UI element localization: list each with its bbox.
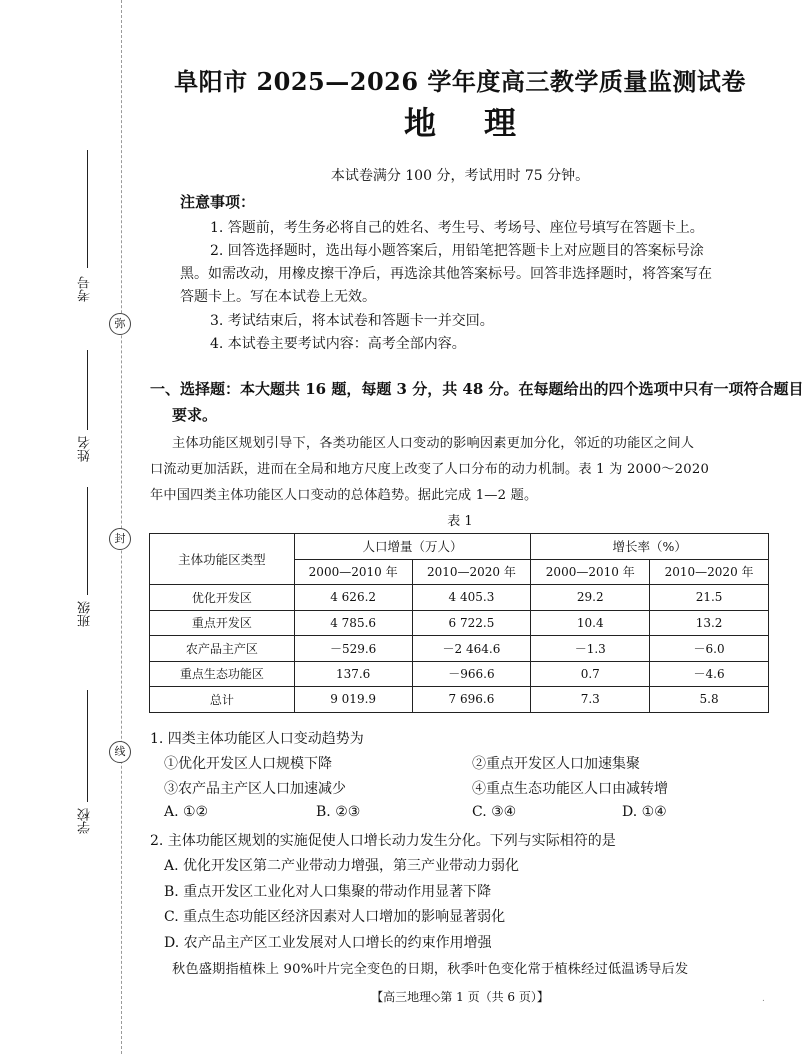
table-cell: 总计 — [150, 687, 295, 713]
table-cell: 9 019.9 — [294, 687, 412, 713]
population-table — [149, 533, 769, 713]
table-cell: 农产品主产区 — [150, 636, 295, 662]
period-header: 2010—2020 年 — [412, 559, 531, 585]
name-rule — [87, 350, 88, 430]
q1-statement: ③农产品主产区人口加速减少 — [164, 781, 346, 797]
table-cell: 137.6 — [294, 661, 412, 687]
q1-option-c[interactable]: C. ③④ — [472, 804, 517, 820]
note-line: 1. 答题前，考生务必将自己的姓名、考生号、考场号、座位号填写在答题卡上。 — [210, 220, 704, 236]
subject-title: 地理 — [403, 104, 564, 142]
q2-option-d[interactable]: D. 农产品主产区工业发展对人口增长的约束作用增强 — [164, 935, 492, 951]
passage-line: 口流动更加活跃，进而在全局和地方尺度上改变了人口分布的动力机制。表 1 为 2000～2020 — [150, 462, 710, 477]
table-row — [150, 661, 769, 687]
q1-option-b[interactable]: B. ②③ — [316, 804, 361, 820]
q2-option-c[interactable]: C. 重点生态功能区经济因素对人口增加的影响显著弱化 — [164, 909, 506, 925]
q1-stem: 1. 四类主体功能区人口变动趋势为 — [150, 731, 364, 747]
next-passage-line: 秋色盛期指植株上 90%叶片完全变色的日期，秋季叶色变化常于植株经过低温诱导后发 — [172, 962, 689, 977]
table-cell: 7.3 — [531, 687, 650, 713]
table-cell: 13.2 — [650, 610, 769, 636]
seal-char-xian: 线 — [109, 741, 131, 763]
period-header: 2000—2010 年 — [531, 559, 650, 585]
passage-line: 年中国四类主体功能区人口变动的总体趋势。据此完成 1—2 题。 — [150, 488, 538, 503]
col-type-header: 主体功能区类型 — [150, 534, 295, 585]
group-header-rate: 增长率（%） — [531, 534, 769, 560]
table-cell: 4 785.6 — [294, 610, 412, 636]
binding-dashed-line — [121, 0, 122, 1054]
class-field[interactable] — [76, 487, 98, 637]
corner-mark: . — [762, 994, 765, 1004]
table-cell: 4 626.2 — [294, 585, 412, 611]
table-caption: 表 1 — [447, 514, 473, 529]
q2-option-a[interactable]: A. 优化开发区第二产业带动力增强，第三产业带动力弱化 — [164, 858, 520, 874]
passage-line: 主体功能区规划引导下，各类功能区人口变动的影响因素更加分化，邻近的功能区之间人 — [172, 436, 695, 451]
note-line: 黑。如需改动，用橡皮擦干净后，再选涂其他答案标号。回答非选择题时，将答案写在 — [180, 266, 712, 282]
table-cell: 5.8 — [650, 687, 769, 713]
q1-option-d[interactable]: D. ①④ — [622, 804, 667, 820]
period-header: 2010—2020 年 — [650, 559, 769, 585]
table-cell: －529.6 — [294, 636, 412, 662]
seal-char-feng: 封 — [109, 528, 131, 550]
class-rule — [87, 487, 88, 595]
table-row — [150, 687, 769, 713]
section-heading-cont: 要求。 — [172, 406, 218, 424]
table-cell: －2 464.6 — [412, 636, 531, 662]
exam-number-label: 考号 — [78, 276, 93, 302]
table-row — [150, 585, 769, 611]
table-cell: 21.5 — [650, 585, 769, 611]
school-label: 学校 — [78, 808, 93, 834]
note-line: 3. 考试结束后，将本试卷和答题卡一并交回。 — [210, 313, 494, 329]
notes-title: 注意事项： — [180, 193, 256, 211]
exam-number-field[interactable] — [76, 150, 98, 310]
table-cell: 6 722.5 — [412, 610, 531, 636]
table-cell: 10.4 — [531, 610, 650, 636]
note-line: 2. 回答选择题时，选出每小题答案后，用铅笔把答题卡上对应题目的答案标号涂 — [210, 243, 704, 259]
q1-option-a[interactable]: A. ①② — [164, 804, 209, 820]
table-cell: 重点生态功能区 — [150, 661, 295, 687]
table-cell: －6.0 — [650, 636, 769, 662]
table-cell: －4.6 — [650, 661, 769, 687]
page-footer: 【高三地理◇第 1 页（共 6 页）】 — [371, 990, 549, 1004]
note-line: 4. 本试卷主要考试内容：高考全部内容。 — [210, 336, 466, 352]
name-label: 姓名 — [78, 436, 93, 462]
period-header: 2000—2010 年 — [294, 559, 412, 585]
class-label: 班级 — [78, 601, 93, 627]
section-heading: 一、选择题：本大题共 16 题，每题 3 分，共 48 分。在每题给出的四个选项中只有一项符合题目 — [150, 380, 804, 398]
q1-statement: ②重点开发区人口加速集聚 — [472, 756, 640, 772]
table-cell: 4 405.3 — [412, 585, 531, 611]
school-rule — [87, 690, 88, 802]
q1-statement: ④重点生态功能区人口由减转增 — [472, 781, 668, 797]
table-row — [150, 636, 769, 662]
note-line: 答题卡上。写在本试卷上无效。 — [180, 289, 376, 305]
table-cell: 优化开发区 — [150, 585, 295, 611]
exam-number-rule — [87, 150, 88, 268]
name-field[interactable] — [76, 350, 98, 475]
seal-char-mi: 弥 — [109, 313, 131, 335]
table-row — [150, 610, 769, 636]
table-cell: －966.6 — [412, 661, 531, 687]
table-cell: 7 696.6 — [412, 687, 531, 713]
exam-title: 阜阳市 2025—2026 学年度高三教学质量监测试卷 — [174, 67, 746, 96]
table-cell: 重点开发区 — [150, 610, 295, 636]
q2-option-b[interactable]: B. 重点开发区工业化对人口集聚的带动作用显著下降 — [164, 884, 492, 900]
q2-stem: 2. 主体功能区规划的实施促使人口增长动力发生分化。下列与实际相符的是 — [150, 833, 616, 849]
school-field[interactable] — [76, 690, 98, 850]
exam-info: 本试卷满分 100 分，考试用时 75 分钟。 — [330, 168, 590, 184]
table-cell: 29.2 — [531, 585, 650, 611]
q1-statement: ①优化开发区人口规模下降 — [164, 756, 332, 772]
table-header-row — [150, 534, 769, 560]
group-header-increase: 人口增量（万人） — [294, 534, 531, 560]
table-cell: 0.7 — [531, 661, 650, 687]
table-cell: －1.3 — [531, 636, 650, 662]
